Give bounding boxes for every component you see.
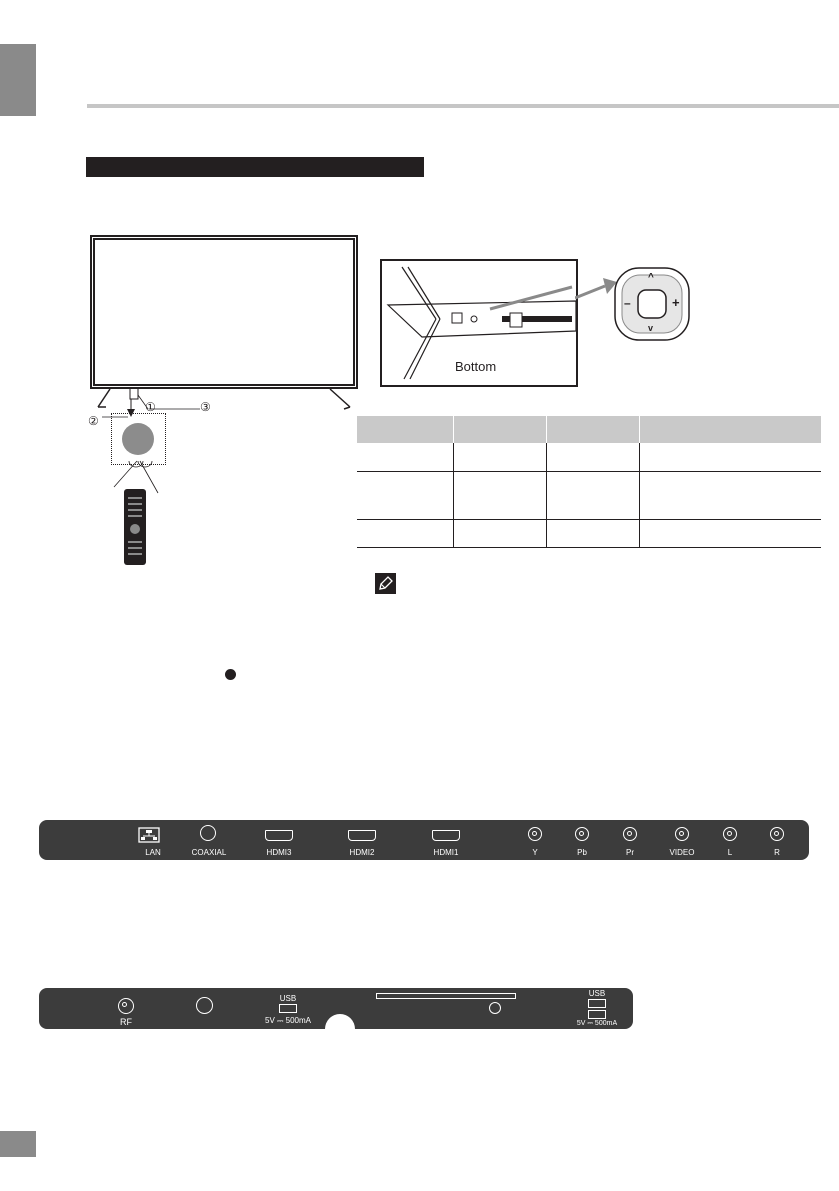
note-pencil-glyph bbox=[375, 573, 396, 594]
port-label-pr: Pr bbox=[626, 848, 634, 857]
hdmi1-port-icon bbox=[432, 830, 460, 841]
usb1-port-icon bbox=[279, 1004, 297, 1013]
table-cell bbox=[640, 443, 822, 472]
bullet-dot-icon bbox=[225, 669, 236, 680]
tv-screen bbox=[93, 238, 355, 386]
table-cell bbox=[454, 520, 547, 548]
power-connector-icon bbox=[325, 1014, 355, 1044]
round-port-icon bbox=[196, 997, 213, 1014]
usb2-rating: 5V ⎓ 500mA bbox=[576, 1020, 618, 1027]
rf-port-icon bbox=[118, 998, 134, 1014]
bottom-view-label: Bottom bbox=[455, 359, 497, 374]
port-label-hdmi1: HDMI1 bbox=[433, 848, 459, 857]
ci-slot-icon bbox=[376, 993, 516, 999]
table-cell bbox=[357, 443, 454, 472]
port-label-video: VIDEO bbox=[669, 848, 695, 857]
joystick-up-icon: ^ bbox=[648, 272, 654, 283]
zoom-arrow bbox=[575, 276, 617, 300]
table-cell bbox=[454, 472, 547, 520]
joystick-plus-icon: + bbox=[672, 295, 680, 310]
port-label-lan: LAN bbox=[145, 848, 161, 857]
hdmi3-port-icon bbox=[265, 830, 293, 841]
port-label-y: Y bbox=[532, 848, 538, 857]
coaxial-port-icon bbox=[200, 825, 216, 841]
usb2-port-b-icon bbox=[588, 1010, 606, 1019]
table-cell bbox=[547, 443, 640, 472]
joystick-down-icon: v bbox=[648, 323, 654, 333]
table-header-cell bbox=[357, 416, 454, 443]
pb-port-icon bbox=[575, 827, 589, 841]
port-label-hdmi3: HDMI3 bbox=[266, 848, 292, 857]
video-port-icon bbox=[675, 827, 689, 841]
note-pencil-icon bbox=[375, 573, 396, 594]
audio-r-port-icon bbox=[770, 827, 784, 841]
table-header-cell bbox=[454, 416, 547, 443]
y-port-icon bbox=[528, 827, 542, 841]
table-header-cell bbox=[547, 416, 640, 443]
table-row bbox=[357, 472, 821, 520]
port-label-pb: Pb bbox=[577, 848, 587, 857]
function-table bbox=[357, 416, 821, 548]
table-cell bbox=[640, 520, 822, 548]
table-cell bbox=[547, 472, 640, 520]
side-connector-panel bbox=[39, 820, 809, 860]
table-cell bbox=[454, 443, 547, 472]
usb1-rating: 5V ⎓ 500mA bbox=[265, 1016, 311, 1025]
usb2-label: USB bbox=[588, 989, 606, 998]
table-header-cell bbox=[640, 416, 822, 443]
header-rule bbox=[87, 104, 839, 108]
table-row bbox=[357, 520, 821, 548]
port-label-rf: RF bbox=[120, 1017, 132, 1027]
bottom-connector-panel bbox=[39, 988, 633, 1029]
port-label-r: R bbox=[774, 848, 780, 857]
remote-sensor-icon bbox=[122, 423, 154, 455]
usb1-label: USB bbox=[279, 994, 297, 1003]
callout-1: ① bbox=[145, 400, 156, 414]
callout-2: ② bbox=[88, 414, 99, 428]
table-header-row bbox=[357, 416, 821, 443]
control-joystick-illustration bbox=[614, 267, 690, 341]
audio-l-port-icon bbox=[723, 827, 737, 841]
section-heading-bar bbox=[86, 157, 424, 177]
lan-port-icon bbox=[138, 827, 160, 843]
port-label-hdmi2: HDMI2 bbox=[349, 848, 375, 857]
table-cell bbox=[640, 472, 822, 520]
port-label-coaxial: COAXIAL bbox=[191, 848, 227, 857]
pr-port-icon bbox=[623, 827, 637, 841]
small-port-icon bbox=[489, 1002, 501, 1014]
callout-3: ③ bbox=[200, 400, 211, 414]
hdmi2-port-icon bbox=[348, 830, 376, 841]
joystick-minus-icon: – bbox=[624, 296, 631, 310]
side-tab-top bbox=[0, 44, 36, 116]
table-cell bbox=[547, 520, 640, 548]
table-row bbox=[357, 443, 821, 472]
table-cell bbox=[357, 472, 454, 520]
port-label-l: L bbox=[727, 848, 733, 857]
side-tab-bottom bbox=[0, 1131, 36, 1157]
table-cell bbox=[357, 520, 454, 548]
usb2-port-a-icon bbox=[588, 999, 606, 1008]
